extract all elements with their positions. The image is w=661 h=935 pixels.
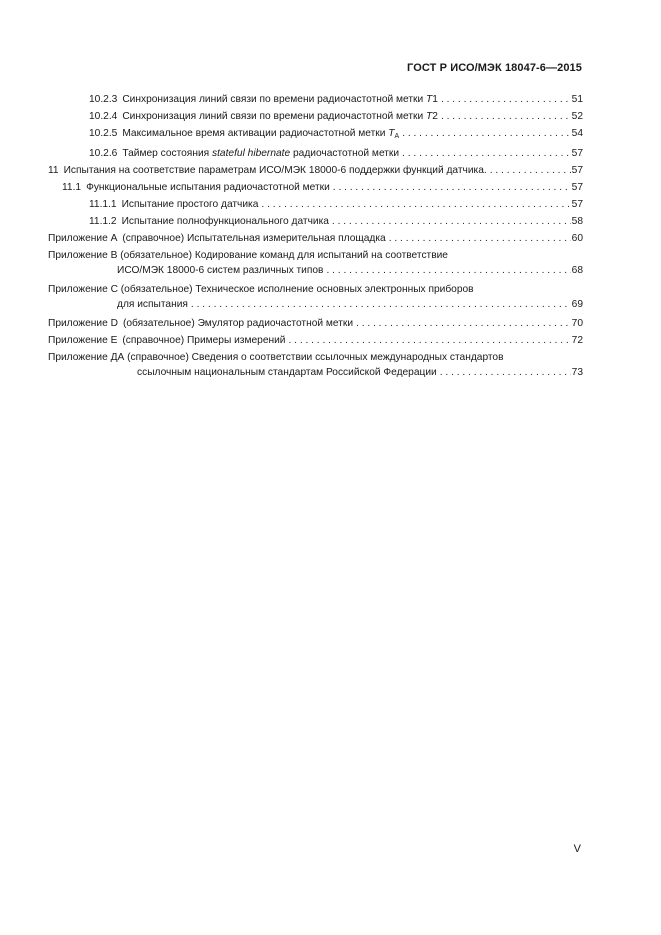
toc-leader (402, 145, 571, 162)
toc-title: Испытания на соответствие параметрам ИСО/МЭК 18000-6 поддержки функций датчика. (63, 165, 487, 176)
toc-page: 57 (571, 182, 583, 193)
toc-title: Таймер состояния stateful hibernate радиочастотной метки (122, 148, 400, 159)
toc-leader (191, 296, 571, 313)
toc-leader (333, 179, 571, 196)
toc-title: Приложение В (обязательное) Кодирование команд для испытаний на соответствие (48, 250, 448, 261)
toc-number: 10.2.4 (89, 111, 118, 122)
toc-page: 73 (571, 367, 583, 378)
toc-number: 11.1 (62, 182, 82, 193)
toc-page: 69 (571, 299, 583, 310)
toc-page: 51 (571, 94, 583, 105)
toc-entry-10-2-5[interactable] (48, 125, 583, 145)
toc-title: Синхронизация линий связи по времени радиочастотной метки T1 (122, 94, 438, 105)
toc-number: Приложение Е (48, 335, 118, 346)
toc-number: 11.1.2 (89, 216, 117, 227)
toc-number: 10.2.6 (89, 148, 118, 159)
toc-entry-11-1-1[interactable] (48, 196, 583, 213)
toc-entry-11[interactable] (48, 162, 583, 179)
toc-leader (326, 262, 570, 279)
toc-entry-10-2-6[interactable] (48, 145, 583, 162)
toc-leader (289, 332, 571, 349)
toc-leader (356, 315, 571, 332)
page-number: V (573, 843, 581, 855)
toc-title: Приложение С (обязательное) Техническое исполнение основных электронных приборов (48, 284, 474, 295)
toc-leader (261, 196, 570, 213)
toc-page: 70 (571, 318, 583, 329)
toc-leader (490, 162, 571, 179)
toc-number: 10.2.3 (89, 94, 118, 105)
toc-leader (440, 364, 571, 381)
toc-number: 11 (48, 165, 59, 176)
toc-page: 60 (571, 233, 583, 244)
toc-page: 54 (571, 128, 583, 139)
document-header: ГОСТ Р ИСО/МЭК 18047-6—2015 (407, 62, 582, 74)
toc-page: 72 (571, 335, 583, 346)
toc-page: 68 (571, 265, 583, 276)
toc-leader (441, 108, 571, 125)
toc-title: Максимальное время активации радиочастотной метки $T_A$ (122, 128, 400, 140)
toc-number: 11.1.1 (89, 199, 117, 210)
toc-entry-appendix-a[interactable] (48, 230, 583, 247)
toc-leader (402, 125, 570, 142)
toc-entry-appendix-b[interactable] (48, 247, 583, 279)
toc-title: Синхронизация линий связи по времени радиочастотной метки T2 (122, 111, 438, 122)
table-of-contents (48, 91, 583, 383)
toc-entry-11-1[interactable] (48, 179, 583, 196)
toc-entry-appendix-da[interactable] (48, 349, 583, 381)
toc-title: (справочное) Испытательная измерительная площадка (122, 233, 386, 244)
toc-title: Функциональные испытания радиочастотной метки (86, 182, 330, 193)
toc-entry-10-2-4[interactable] (48, 108, 583, 125)
toc-page: 52 (571, 111, 583, 122)
toc-title-continued: для испытания (117, 299, 188, 310)
toc-entry-appendix-c[interactable] (48, 281, 583, 313)
toc-leader (389, 230, 571, 247)
toc-number: Приложение А (48, 233, 118, 244)
toc-entry-10-2-3[interactable] (48, 91, 583, 108)
toc-title: (справочное) Примеры измерений (122, 335, 286, 346)
toc-page: 57 (571, 165, 583, 176)
toc-leader (441, 91, 571, 108)
toc-title-continued: ИСО/МЭК 18000-6 систем различных типов (117, 265, 324, 276)
toc-entry-appendix-e[interactable] (48, 332, 583, 349)
toc-title: Приложение ДА (справочное) Сведения о соответствии ссылочных международных стандартов (48, 352, 504, 363)
toc-page: 57 (571, 199, 583, 210)
toc-page: 58 (571, 216, 583, 227)
toc-number: 10.2.5 (89, 128, 118, 139)
toc-number: Приложение D (48, 318, 118, 329)
toc-entry-11-1-2[interactable] (48, 213, 583, 230)
toc-title: Испытание полнофункционального датчика (121, 216, 329, 227)
toc-leader (332, 213, 571, 230)
toc-title: (обязательное) Эмулятор радиочастотной метки (122, 318, 354, 329)
toc-title: Испытание простого датчика (121, 199, 259, 210)
toc-title-continued: ссылочным национальным стандартам Российской Федерации (137, 367, 437, 378)
toc-entry-appendix-d[interactable] (48, 315, 583, 332)
toc-page: 57 (571, 148, 583, 159)
